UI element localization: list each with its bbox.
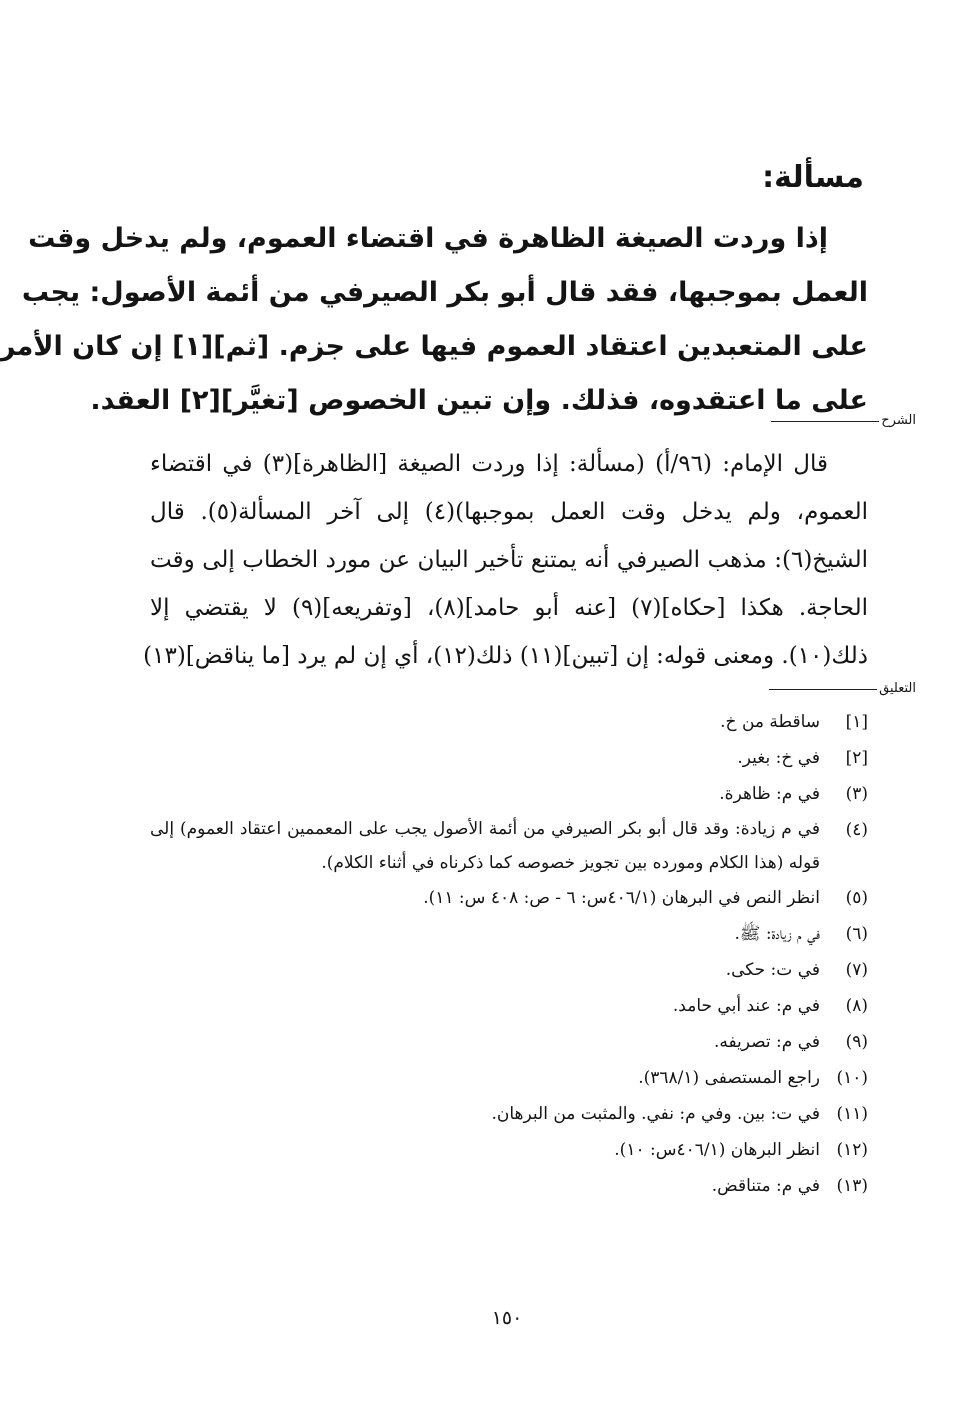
notes-label xyxy=(769,680,916,698)
footnote xyxy=(150,740,868,776)
footnote-marker: (٤) xyxy=(845,820,868,840)
footnote-marker: (٥) xyxy=(845,888,868,908)
footnote-marker: (١١) xyxy=(836,1104,868,1124)
footnote-marker: (١٠) xyxy=(836,1068,868,1088)
footnote xyxy=(150,704,868,740)
footnote xyxy=(150,1096,868,1132)
main-text-line: إذا وردت الصيغة الظاهرة في اقتضاء العموم، ولم يدخل وقت xyxy=(28,223,828,254)
footnote-marker: (١٣) xyxy=(836,1176,868,1196)
notes-rule xyxy=(769,689,877,690)
commentary-label-text: الشرح xyxy=(881,413,916,428)
footnote-text: في م: متناقض. xyxy=(711,1176,820,1196)
commentary-text xyxy=(143,440,868,680)
footnote-marker: (٣) xyxy=(845,784,868,804)
main-text-line: على المتعبدين اعتقاد العموم فيها على جزم. [ثم][١] إن كان الأمر xyxy=(0,331,868,362)
footnote-marker: (٧) xyxy=(845,960,868,980)
footnote xyxy=(150,880,868,916)
footnote-marker: (١٢) xyxy=(836,1140,868,1160)
footnote-text: ساقطة من خ. xyxy=(720,712,820,732)
commentary-line: ذلك(١٠). ومعنى قوله: إن [تبين](١١) ذلك(١٢)، أي إن لم يرد [ما يناقض](١٣) xyxy=(143,643,868,669)
footnote-marker: (٩) xyxy=(845,1032,868,1052)
commentary-rule xyxy=(771,421,879,422)
footnote-text: في م: تصريفه. xyxy=(713,1032,820,1052)
footnote-marker: (٦) xyxy=(845,924,868,944)
footnote xyxy=(150,1168,868,1204)
footnote xyxy=(150,1060,868,1096)
footnote-text: في م: ظاهرة. xyxy=(719,784,820,804)
footnote-text: في م زيادة: ﷺ. xyxy=(734,924,820,944)
footnote xyxy=(150,1132,868,1168)
main-text xyxy=(0,212,868,428)
footnote xyxy=(150,776,868,812)
footnote xyxy=(150,988,868,1024)
footnote-text: راجع المستصفى (٣٦٨/١). xyxy=(638,1068,820,1088)
footnote-text: في ت: حكى. xyxy=(725,960,820,980)
commentary-line: قال الإمام: (٩٦/أ) (مسألة: إذا وردت الصيغة [الظاهرة](٣) في اقتضاء xyxy=(150,451,828,477)
footnote xyxy=(150,1024,868,1060)
footnote-text: انظر النص في البرهان (٤٠٦/١س: ٦ - ص: ٤٠٨ س: ١١). xyxy=(423,888,820,908)
footnote xyxy=(150,812,868,880)
main-text-line: العمل بموجبها، فقد قال أبو بكر الصيرفي من أئمة الأصول: يجب xyxy=(21,277,868,308)
footnote xyxy=(150,952,868,988)
footnote-marker: [١] xyxy=(845,712,868,732)
section-heading: مسألة: xyxy=(762,160,864,195)
commentary-label xyxy=(771,412,916,430)
footnote-text: في م: عند أبي حامد. xyxy=(672,996,820,1016)
notes-label-text: التعليق xyxy=(879,681,916,696)
footnote xyxy=(150,916,868,952)
page-number: ١٥٠ xyxy=(491,1307,523,1329)
main-text-line: على ما اعتقدوه، فذلك. وإن تبين الخصوص [تغيَّر][٢] العقد. xyxy=(90,385,868,416)
footnotes xyxy=(150,704,868,1204)
footnote-marker: [٢] xyxy=(845,748,868,768)
footnote-text: في خ: بغير. xyxy=(737,748,820,768)
footnote-text: في م زيادة: وقد قال أبو بكر الصيرفي من أئمة الأصول يجب على المعممين اعتقاد العموم) إلى قوله (هذا الكلام ومورده بين تجويز خصوصه كما ذكرناه في أثناء الكلام). xyxy=(150,819,820,873)
commentary-line: العموم، ولم يدخل وقت العمل بموجبها)(٤) إلى آخر المسألة(٥). قال xyxy=(150,499,868,525)
footnote-text: انظر البرهان (٤٠٦/١س: ١٠). xyxy=(614,1140,820,1160)
footnote-text: في ت: بين. وفي م: نفي. والمثبت من البرهان. xyxy=(491,1104,820,1124)
commentary-line: الحاجة. هكذا [حكاه](٧) [عنه أبو حامد](٨)، [وتفريعه](٩) لا يقتضي إلا xyxy=(150,595,868,621)
footnote-marker: (٨) xyxy=(845,996,868,1016)
commentary-line: الشيخ(٦): مذهب الصيرفي أنه يمتنع تأخير البيان عن مورد الخطاب إلى وقت xyxy=(150,547,868,573)
